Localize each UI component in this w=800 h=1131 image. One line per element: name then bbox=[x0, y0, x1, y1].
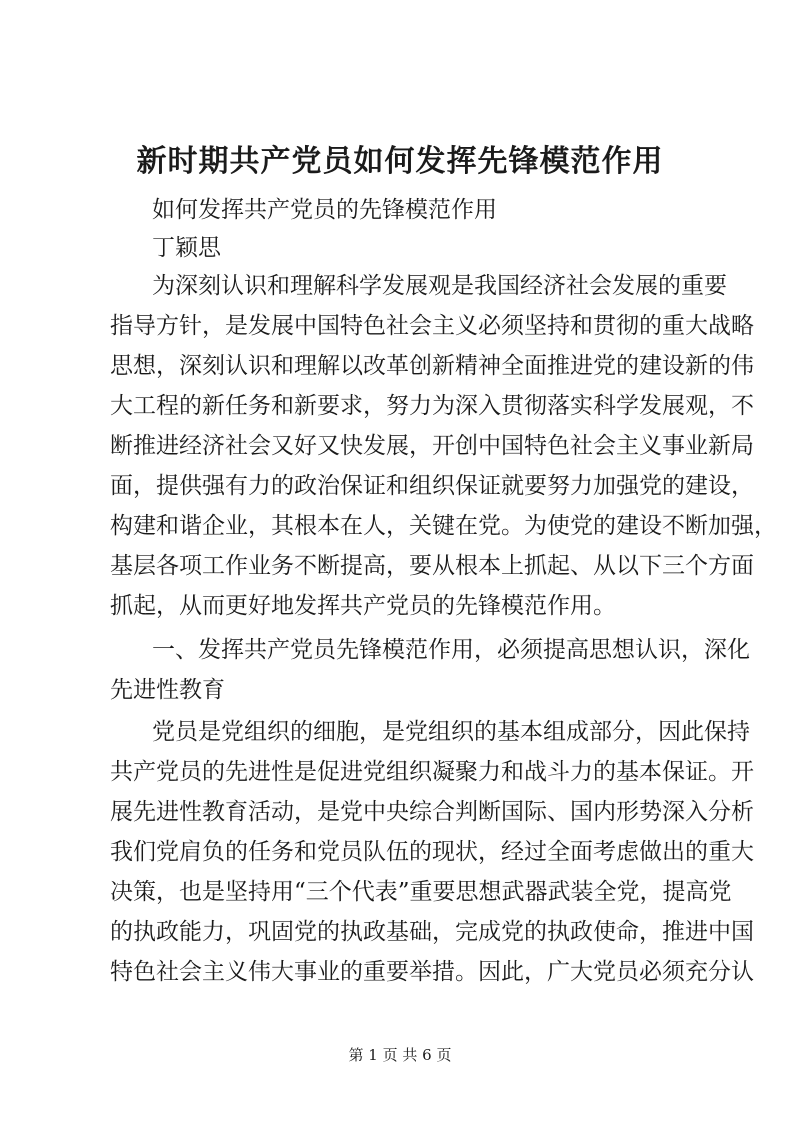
paragraph-line: 构建和谐企业，其根本在人，关键在党。为使党的建设不断加强， bbox=[110, 513, 777, 539]
paragraph-line: 指导方针，是发展中国特色社会主义必须坚持和贯彻的重大战略 bbox=[110, 313, 754, 339]
paragraph-line: 抓起，从而更好地发挥共产党员的先锋模范作用。 bbox=[110, 593, 616, 619]
paragraph-line: 党员是党组织的细胞，是党组织的基本组成部分，因此保持 bbox=[152, 719, 750, 745]
paragraph-line: 基层各项工作业务不断提高，要从根本上抓起、从以下三个方面 bbox=[110, 553, 754, 579]
page-footer: 第 1 页 共 6 页 bbox=[348, 1046, 452, 1064]
paragraph-line: 面，提供强有力的政治保证和组织保证就要努力加强党的建设， bbox=[110, 473, 754, 499]
section-heading-line: 一、发挥共产党员先锋模范作用，必须提高思想认识，深化 bbox=[152, 637, 750, 663]
paragraph-line: 我们党肩负的任务和党员队伍的现状，经过全面考虑做出的重大 bbox=[110, 839, 754, 865]
paragraph-line: 为深刻认识和理解科学发展观是我国经济社会发展的重要 bbox=[152, 273, 727, 299]
paragraph-line: 决策，也是坚持用“三个代表”重要思想武器武装全党，提高党 bbox=[110, 879, 732, 905]
paragraph-line: 断推进经济社会又好又快发展，开创中国特色社会主义事业新局 bbox=[110, 433, 754, 459]
document-subtitle: 如何发挥共产党员的先锋模范作用 bbox=[152, 197, 497, 223]
document-title: 新时期共产党员如何发挥先锋模范作用 bbox=[136, 144, 664, 179]
paragraph-line: 的执政能力，巩固党的执政基础，完成党的执政使命，推进中国 bbox=[110, 919, 754, 945]
paragraph-line: 展先进性教育活动，是党中央综合判断国际、国内形势深入分析 bbox=[110, 799, 754, 825]
section-heading-line: 先进性教育 bbox=[110, 677, 225, 703]
paragraph-line: 特色社会主义伟大事业的重要举措。因此，广大党员必须充分认 bbox=[110, 959, 754, 985]
paragraph-line: 思想，深刻认识和理解以改革创新精神全面推进党的建设新的伟 bbox=[110, 353, 754, 379]
document-author: 丁颖思 bbox=[152, 235, 221, 261]
paragraph-line: 大工程的新任务和新要求，努力为深入贯彻落实科学发展观，不 bbox=[110, 393, 754, 419]
paragraph-line: 共产党员的先进性是促进党组织凝聚力和战斗力的基本保证。开 bbox=[110, 759, 754, 785]
